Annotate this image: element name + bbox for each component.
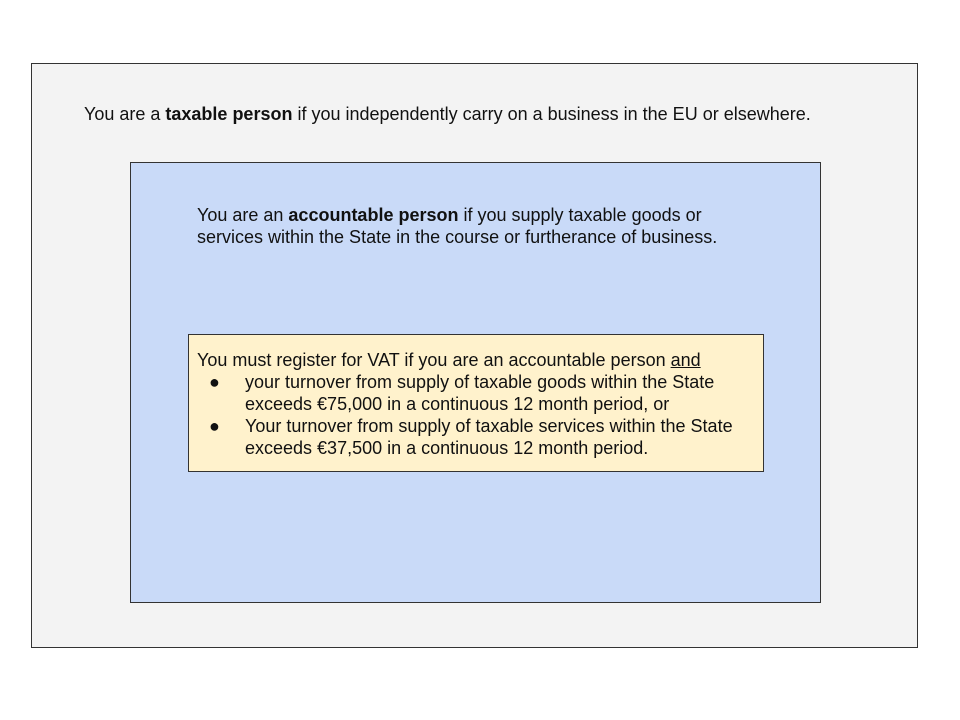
taxable-person-definition [84, 103, 811, 125]
vat-registration-intro [197, 349, 767, 371]
condition-goods: your turnover from supply of taxable goods within the State exceeds €75,000 in a continuous 12 month period, or [245, 372, 715, 414]
vat-conditions-list [197, 371, 767, 459]
list-item [197, 371, 767, 415]
accountable-prefix: You are an [197, 205, 289, 225]
taxable-prefix: You are a [84, 104, 166, 124]
bullet-icon: ● [209, 416, 220, 436]
accountable-suffix: if you supply taxable goods or services within the State in the course or furtherance of business. [197, 205, 718, 247]
list-item [197, 415, 767, 459]
taxable-term: taxable person [165, 104, 293, 124]
taxable-suffix: if you independently carry on a business in the EU or elsewhere. [292, 104, 811, 124]
accountable-term: accountable person [288, 205, 459, 225]
bullet-icon: ● [209, 372, 220, 392]
accountable-person-definition [197, 204, 767, 248]
register-intro-and: and [670, 350, 701, 370]
register-intro: You must register for VAT if you are an accountable person [197, 350, 671, 370]
condition-services: Your turnover from supply of taxable services within the State exceeds €37,500 in a continuous 12 month period. [245, 416, 733, 458]
